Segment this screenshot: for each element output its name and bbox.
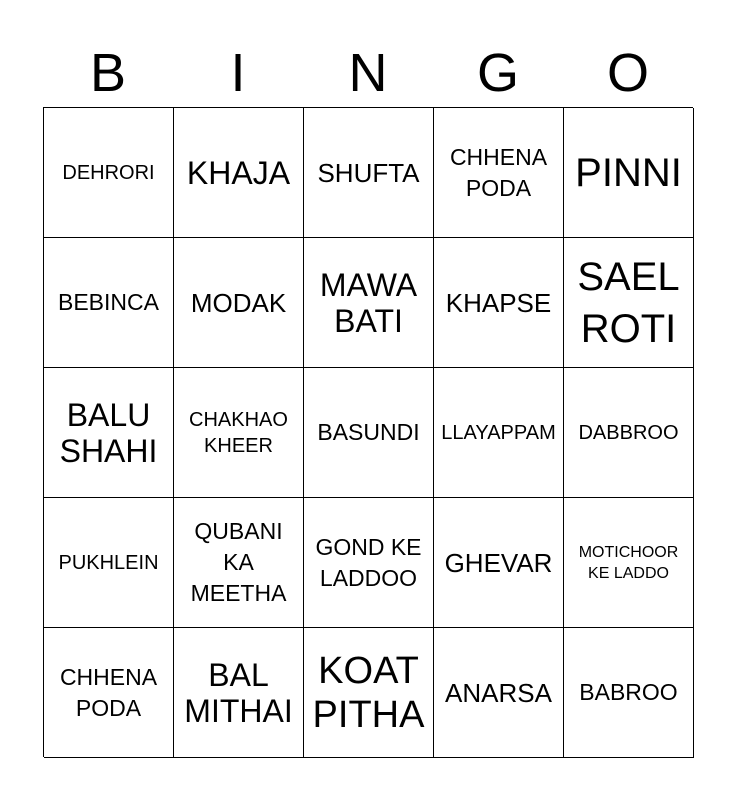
- cell-label: KHAJA: [186, 154, 291, 191]
- bingo-cell[interactable]: [304, 238, 434, 368]
- cell-label: PINNI: [575, 150, 682, 195]
- bingo-cell[interactable]: [44, 628, 174, 758]
- bingo-cell[interactable]: [564, 368, 694, 498]
- cell-label: CHHENA PODA: [59, 663, 158, 721]
- cell-label: ANARSA: [445, 677, 552, 708]
- bingo-cell[interactable]: [434, 368, 564, 498]
- cell-label: MODAK: [190, 287, 287, 318]
- cell-label: KHAPSE: [445, 287, 552, 318]
- cell-label: CHHENA PODA: [449, 143, 548, 201]
- header-letter-b: B: [89, 43, 127, 103]
- cell-label: CHAKHAO KHEER: [189, 408, 288, 457]
- cell-label: PUKHLEIN: [58, 551, 159, 574]
- bingo-board: [43, 107, 693, 757]
- bingo-cell[interactable]: [564, 498, 694, 628]
- cell-label: MAWA BATI: [319, 266, 418, 339]
- bingo-cell[interactable]: [564, 238, 694, 368]
- cell-label: SAEL ROTI: [577, 254, 680, 351]
- bingo-cell[interactable]: [174, 368, 304, 498]
- header-letter-i: I: [230, 43, 246, 103]
- cell-label: BASUNDI: [317, 419, 420, 445]
- bingo-cell[interactable]: [304, 628, 434, 758]
- bingo-cell[interactable]: [304, 108, 434, 238]
- cell-label: QUBANI KA MEETHA: [190, 518, 287, 606]
- bingo-cell[interactable]: [304, 498, 434, 628]
- cell-label: LLAYAPPAM: [441, 421, 556, 444]
- cell-label: DEHRORI: [62, 161, 155, 184]
- cell-label: MOTICHOOR KE LADDO: [578, 543, 679, 582]
- header-letter-o: O: [606, 43, 649, 103]
- cell-label: SHUFTA: [317, 157, 420, 188]
- bingo-cell[interactable]: [434, 108, 564, 238]
- bingo-cell[interactable]: [44, 498, 174, 628]
- bingo-cell[interactable]: [174, 628, 304, 758]
- cell-label: BAL MITHAI: [184, 656, 293, 729]
- bingo-cell[interactable]: [434, 628, 564, 758]
- cell-label: GOND KE LADDOO: [315, 533, 422, 591]
- bingo-cell[interactable]: [174, 238, 304, 368]
- cell-label: BEBINCA: [58, 289, 159, 315]
- bingo-cell[interactable]: [174, 108, 304, 238]
- cell-label: GHEVAR: [444, 547, 553, 578]
- bingo-cell[interactable]: [564, 108, 694, 238]
- bingo-cell[interactable]: [434, 238, 564, 368]
- cell-label: DABBROO: [578, 421, 679, 444]
- bingo-cell[interactable]: [44, 368, 174, 498]
- bingo-cell[interactable]: [304, 368, 434, 498]
- bingo-cell[interactable]: [44, 108, 174, 238]
- bingo-header: [43, 40, 693, 106]
- bingo-cell[interactable]: [44, 238, 174, 368]
- cell-label: KOAT PITHA: [312, 649, 425, 736]
- bingo-cell[interactable]: [564, 628, 694, 758]
- cell-label: BABROO: [579, 679, 678, 705]
- bingo-cell[interactable]: [434, 498, 564, 628]
- cell-label: BALU SHAHI: [59, 396, 158, 469]
- header-letter-g: G: [476, 43, 519, 103]
- header-letter-n: N: [348, 43, 388, 103]
- bingo-cell[interactable]: [174, 498, 304, 628]
